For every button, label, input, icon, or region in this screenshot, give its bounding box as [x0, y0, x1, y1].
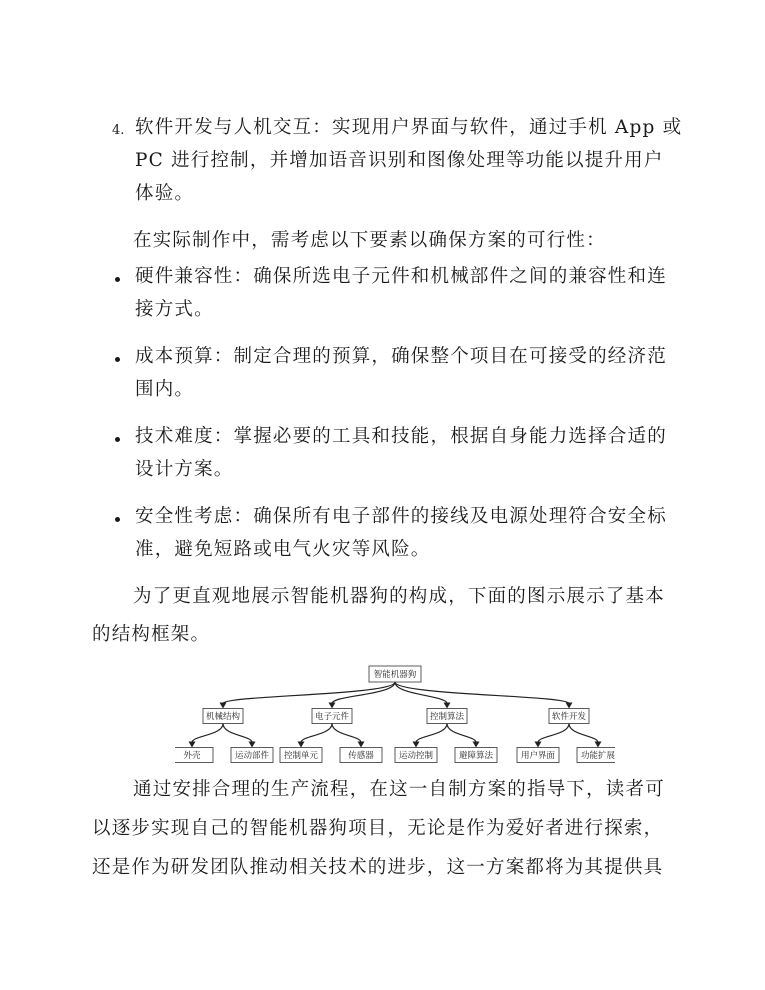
paragraph-line: 以逐步实现自己的智能机器狗项目，无论是作为爱好者进行探索，: [92, 818, 664, 839]
paragraph-line: 为了更直观地展示智能机器狗的构成，下面的图示展示了基本: [133, 586, 665, 607]
diagram-group-node-label: 机械结构: [205, 712, 241, 722]
diagram-group-node-label: 控制算法: [429, 712, 465, 722]
diagram-leaf-node-label: 用户界面: [520, 751, 556, 761]
diagram-leaf-node-label: 避障算法: [458, 751, 494, 761]
diagram-group-node: [312, 709, 352, 724]
diagram-arrowhead: [358, 742, 365, 748]
diagram-connector: [395, 682, 569, 704]
diagram-leaf-node: [231, 748, 273, 763]
diagram-leaf-node: [577, 748, 615, 763]
bullet-dot: [115, 437, 120, 442]
diagram-connector: [192, 724, 223, 743]
bullet-line: 硬件兼容性：确保所选电子元件和机械部件之间的兼容性和连: [135, 266, 667, 287]
diagram-leaf-node-label: 传感器: [348, 751, 374, 761]
diagram-group-node: [427, 709, 467, 724]
diagram-arrowhead: [298, 742, 305, 748]
diagram-leaf-node: [280, 748, 322, 763]
diagram-leaf-node-label: 控制单元: [283, 751, 319, 761]
diagram-group-node: [549, 709, 589, 724]
bullet-dot: [115, 357, 120, 362]
diagram-arrowhead: [566, 703, 573, 709]
diagram-arrowhead: [595, 742, 602, 748]
diagram-leaf-node: [455, 748, 497, 763]
diagram-leaf-node: [395, 748, 437, 763]
list-number: 4.: [112, 123, 125, 138]
bullet-dot: [115, 517, 120, 522]
diagram-arrowhead: [249, 742, 256, 748]
structure-diagram: [175, 662, 615, 772]
diagram-connector: [447, 724, 476, 743]
diagram-arrowhead: [189, 742, 196, 748]
diagram-arrowhead: [444, 703, 451, 709]
diagram-leaf-node-label: 功能扩展: [580, 751, 615, 761]
diagram-connector: [223, 682, 395, 704]
diagram-connector: [416, 724, 447, 743]
diagram-root-node-label: 智能机器狗: [373, 670, 417, 680]
bullet-line: 接方式。: [135, 299, 214, 320]
paragraph-line: 还是作为研发团队推动相关技术的进步，这一方案都将为其提供具: [92, 857, 664, 878]
bullet-line: 围内。: [135, 379, 195, 400]
diagram-connector: [332, 724, 361, 743]
diagram-nodes: [175, 666, 615, 763]
diagram-connector: [301, 724, 332, 743]
intro-line: 在实际制作中，需考虑以下要素以确保方案的可行性：: [133, 230, 606, 251]
diagram-connector: [569, 724, 598, 743]
diagram-connector: [538, 724, 569, 743]
bullet-line: 技术难度：掌握必要的工具和技能，根据自身能力选择合适的: [135, 426, 667, 447]
diagram-arrowhead: [473, 742, 480, 748]
numbered-item-line: 软件开发与人机交互：实现用户界面与软件，通过手机 App 或: [135, 117, 683, 138]
numbered-item-line: 体验。: [135, 183, 195, 204]
diagram-root-node: [369, 666, 421, 682]
diagram-leaf-node: [175, 748, 213, 763]
diagram-group-node-label: 电子元件: [314, 712, 350, 722]
bullet-line: 成本预算：制定合理的预算，确保整个项目在可接受的经济范: [135, 346, 667, 367]
diagram-group-node-label: 软件开发: [551, 712, 587, 722]
bullet-dot: [115, 277, 120, 282]
bullet-line: 安全性考虑：确保所有电子部件的接线及电源处理符合安全标: [135, 506, 667, 527]
diagram-leaf-node: [340, 748, 382, 763]
paragraph-line: 的结构框架。: [92, 624, 211, 645]
diagram-arrowhead: [413, 742, 420, 748]
diagram-arrowhead: [535, 742, 542, 748]
diagram-arrowhead: [220, 703, 227, 709]
bullet-line: 设计方案。: [135, 459, 234, 480]
diagram-edges: [189, 682, 602, 748]
diagram-group-node: [203, 709, 243, 724]
diagram-connector: [395, 682, 447, 704]
diagram-leaf-node-label: 运动部件: [234, 751, 270, 761]
diagram-leaf-node: [517, 748, 559, 763]
diagram-arrowhead: [329, 703, 336, 709]
diagram-leaf-node-label: 运动控制: [398, 751, 434, 761]
bullet-line: 准，避免短路或电气火灾等风险。: [135, 539, 431, 560]
numbered-item-line: PC 进行控制，并增加语音识别和图像处理等功能以提升用户: [135, 150, 664, 171]
paragraph-line: 通过安排合理的生产流程，在这一自制方案的指导下，读者可: [133, 779, 665, 800]
diagram-connector: [223, 724, 252, 743]
diagram-leaf-node-label: 外壳: [183, 751, 201, 761]
